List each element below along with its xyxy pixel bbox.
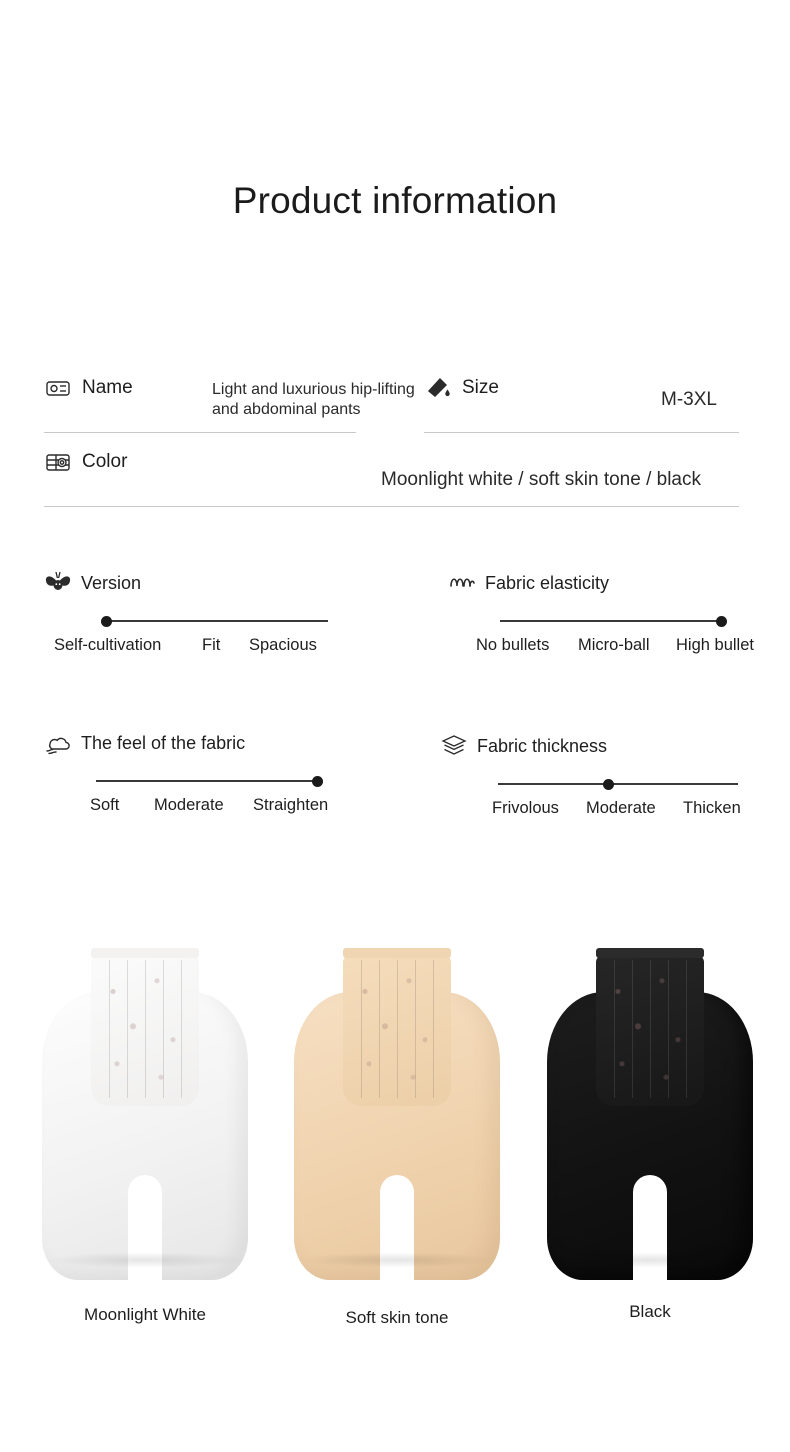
slider-track-fabric-thickness[interactable]	[440, 773, 770, 799]
slider-option-elasticity-1[interactable]: Micro-ball	[578, 636, 650, 654]
product-caption-soft-skin-tone: Soft skin tone	[345, 1308, 449, 1327]
slider-option-feel-2[interactable]: Straighten	[253, 796, 329, 814]
garment-image-moonlight-white	[30, 930, 260, 1290]
slider-option-elasticity-2[interactable]: High bullet	[676, 636, 754, 654]
boning-line	[686, 960, 687, 1098]
spec-row-name	[44, 374, 415, 418]
slider-line	[96, 780, 318, 782]
slider-group-fabric-thickness	[440, 733, 770, 823]
product-variant-soft-skin-tone[interactable]	[272, 930, 522, 1327]
drop-shadow	[550, 1252, 750, 1268]
slider-option-thickness-1[interactable]: Moderate	[586, 799, 656, 817]
product-variant-moonlight-white[interactable]	[20, 930, 270, 1324]
slider-thumb-version[interactable]	[101, 616, 112, 627]
spec-value-size: M-3XL	[661, 389, 717, 410]
slider-option-thickness-2[interactable]: Thicken	[683, 799, 741, 817]
boning-line	[397, 960, 398, 1098]
slider-ticks-fabric-elasticity	[448, 636, 778, 660]
garment-image-black	[535, 930, 765, 1290]
divider-name	[44, 432, 356, 433]
boning-line	[650, 960, 651, 1098]
spec-label-color: Color	[82, 451, 128, 472]
garment-waist-panel	[596, 956, 704, 1106]
garment-waist-panel	[91, 956, 199, 1106]
divider-size	[424, 432, 739, 433]
boning-line	[361, 960, 362, 1098]
boning-line	[379, 960, 380, 1098]
slider-thumb-fabric-elasticity[interactable]	[716, 616, 727, 627]
spec-label-name: Name	[82, 377, 133, 398]
slider-track-version[interactable]	[44, 610, 384, 636]
spec-row-color	[44, 448, 701, 490]
page-title: Product information	[232, 180, 558, 221]
boning-line	[145, 960, 146, 1098]
slider-option-feel-0[interactable]: Soft	[90, 796, 120, 814]
boning-line	[668, 960, 669, 1098]
divider-color	[44, 506, 739, 507]
slider-group-version	[44, 570, 384, 660]
slider-group-fabric-elasticity	[448, 570, 778, 660]
slider-ticks-version	[44, 636, 384, 660]
slider-option-elasticity-0[interactable]: No bullets	[476, 636, 550, 654]
slider-ticks-fabric-feel	[44, 796, 384, 820]
boning-line	[163, 960, 164, 1098]
slider-option-version-2[interactable]: Spacious	[249, 636, 317, 654]
drop-shadow	[297, 1252, 497, 1268]
product-spec-block	[0, 360, 790, 510]
cloud-icon	[44, 730, 72, 756]
layers-icon	[440, 733, 468, 759]
slider-track-fabric-feel[interactable]	[44, 770, 384, 796]
slider-title-version: Version	[81, 572, 142, 593]
slider-title-fabric-elasticity: Fabric elasticity	[485, 572, 610, 593]
spec-value-color: Moonlight white / soft skin tone / black	[381, 469, 701, 490]
product-color-gallery	[0, 930, 790, 1400]
slider-option-thickness-0[interactable]: Frivolous	[492, 799, 559, 817]
slider-ticks-fabric-thickness	[440, 799, 770, 823]
slider-option-version-1[interactable]: Fit	[202, 636, 221, 654]
boning-line	[109, 960, 110, 1098]
slider-thumb-fabric-thickness[interactable]	[603, 779, 614, 790]
slider-header-version	[44, 570, 384, 596]
boning-line	[614, 960, 615, 1098]
wave-icon	[448, 570, 476, 596]
boning-line	[415, 960, 416, 1098]
boning-line	[433, 960, 434, 1098]
garment-waist-panel	[343, 956, 451, 1106]
boning-line	[127, 960, 128, 1098]
slider-header-fabric-feel	[44, 730, 384, 756]
tag-icon	[44, 374, 72, 402]
slider-line	[498, 783, 738, 785]
slider-track-fabric-elasticity[interactable]	[448, 610, 778, 636]
spec-label-size: Size	[462, 377, 499, 398]
product-variant-black[interactable]	[525, 930, 775, 1321]
slider-header-fabric-elasticity	[448, 570, 778, 596]
slider-line	[500, 620, 722, 622]
slider-title-fabric-thickness: Fabric thickness	[477, 735, 608, 756]
slider-thumb-fabric-feel[interactable]	[312, 776, 323, 787]
slider-option-feel-1[interactable]: Moderate	[154, 796, 224, 814]
slider-group-fabric-feel	[44, 730, 384, 820]
boning-line	[632, 960, 633, 1098]
slider-header-fabric-thickness	[440, 733, 770, 759]
palette-icon	[44, 448, 72, 476]
spec-row-size	[424, 374, 744, 410]
butterfly-icon	[44, 570, 72, 596]
boning-line	[181, 960, 182, 1098]
product-caption-black: Black	[629, 1302, 671, 1321]
droplet-icon	[424, 374, 452, 402]
slider-option-version-0[interactable]: Self-cultivation	[54, 636, 162, 654]
slider-line	[106, 620, 328, 622]
slider-title-fabric-feel: The feel of the fabric	[81, 732, 246, 753]
garment-image-soft-skin-tone	[282, 930, 512, 1290]
product-caption-moonlight-white: Moonlight White	[84, 1305, 206, 1324]
spec-value-name: Light and luxurious hip-lifting and abdominal pants	[212, 381, 415, 418]
drop-shadow	[45, 1252, 245, 1268]
